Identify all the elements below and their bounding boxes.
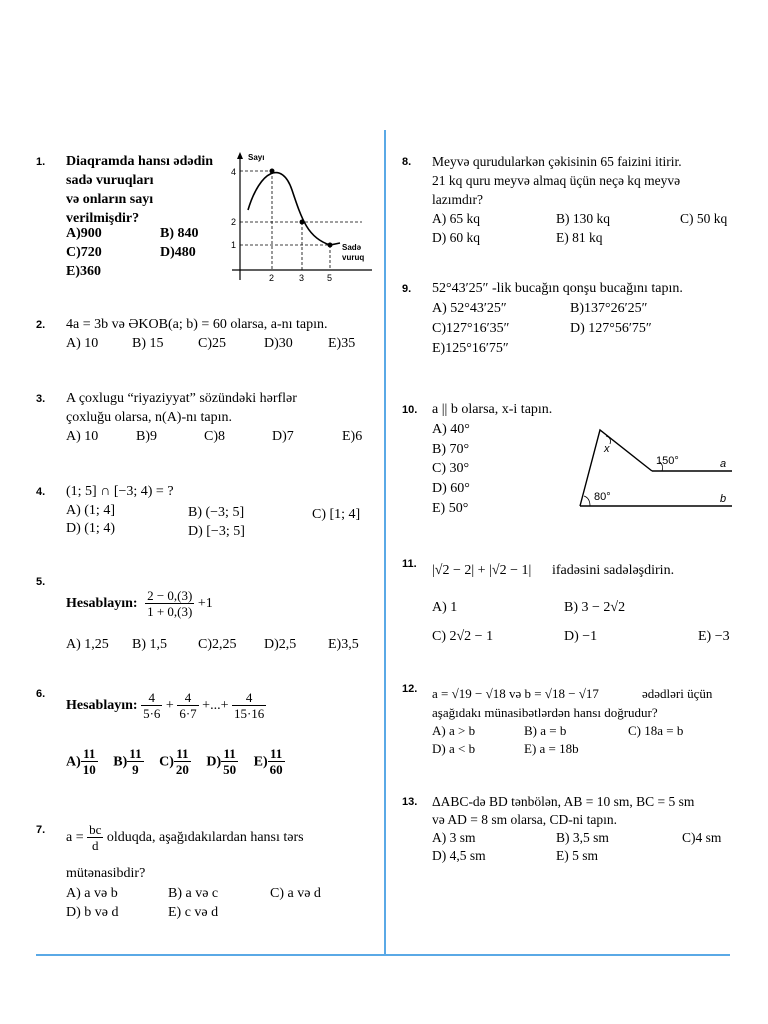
question-text: verilmişdir?	[66, 211, 140, 226]
question-text: aşağıdakı münasibətlərdən hansı doğrudur?	[432, 705, 658, 720]
question-number: 9.	[402, 283, 412, 295]
answer-option-b[interactable]: B) 3 − 2√2	[564, 600, 626, 615]
question-number: 11.	[402, 558, 417, 570]
graph-xtick-3: 3	[299, 273, 305, 283]
answer-option-d[interactable]: D) 127°56′75″	[570, 321, 652, 336]
answer-option-e[interactable]: E) a = 18b	[524, 741, 579, 756]
answer-option-d[interactable]: D) b və d	[66, 905, 119, 920]
fraction-numerator: 4	[177, 690, 198, 706]
answer-option-b[interactable]: B) 70°	[432, 442, 470, 457]
answer-option-d[interactable]: D) 4,5 sm	[432, 848, 486, 863]
question-number: 1.	[36, 156, 46, 168]
fraction-denominator: 6·7	[179, 706, 197, 721]
answer-option-c[interactable]: C) [1; 4]	[312, 507, 361, 522]
fraction-denominator: 5·6	[143, 706, 161, 721]
question-number: 4.	[36, 486, 46, 498]
answer-option-c[interactable]: C) 18a = b	[628, 723, 684, 738]
answer-option-e[interactable]: E) 81 kq	[556, 230, 603, 245]
question-number: 5.	[36, 576, 46, 588]
question-number: 8.	[402, 156, 412, 168]
question-number: 2.	[36, 319, 46, 331]
answer-option-a[interactable]: A) 65 kq	[432, 211, 480, 226]
question-expression: a = √19 − √18 və b = √18 − √17	[432, 686, 599, 701]
answer-option-a[interactable]: A) 40°	[432, 422, 470, 437]
fraction-numerator: 2 − 0,(3)	[147, 588, 193, 603]
question-text: A çoxlugu “riyaziyyat” sözündəki hərflər	[66, 391, 297, 406]
answer-option-e[interactable]: E) 5 sm	[556, 848, 598, 863]
answer-option-b[interactable]: B) 130 kq	[556, 211, 610, 226]
column-divider	[384, 130, 386, 956]
bottom-rule	[36, 954, 730, 956]
question-expression: |√2 − 2| + |√2 − 1|	[432, 563, 532, 578]
question-text: mütənasibdir?	[66, 866, 146, 881]
answer-option-c[interactable]: C) a və d	[270, 886, 321, 901]
answer-option-e[interactable]: E) $\frac{11}{60}$	[253, 746, 283, 777]
answer-option-d[interactable]: D) −1	[564, 629, 598, 644]
answer-option-d[interactable]: D)7	[272, 429, 294, 444]
question-number: 12.	[402, 683, 418, 695]
question-text: və AD = 8 sm olarsa, CD-ni tapın.	[432, 812, 617, 827]
answer-option-d[interactable]: D) 60°	[432, 481, 470, 496]
graph-xlabel: Sadə	[342, 243, 362, 252]
answer-option-d[interactable]: D) a < b	[432, 741, 476, 756]
question-text: Meyvə qurudularkən çəkisinin 65 faizini itirir.	[432, 154, 682, 169]
question-text: a || b olarsa, x-i tapın.	[432, 402, 553, 417]
question-text: olduqda, aşağıdakılardan hansı tərs	[106, 830, 304, 845]
ellipsis: +...+	[202, 698, 229, 713]
graph-ytick-4: 4	[231, 167, 237, 177]
answer-option-e[interactable]: E)3,5	[328, 637, 359, 652]
answer-option-d[interactable]: D) (1; 4)	[66, 521, 115, 536]
question-text: 4a = 3b və ƏKOB(a; b) = 60 olarsa, a-nı tapın.	[66, 317, 328, 332]
graph-ytick-2: 2	[231, 217, 237, 227]
fraction-numerator: 4	[232, 690, 266, 706]
answer-option-c[interactable]: C) 30°	[432, 461, 470, 476]
answer-option-b[interactable]: B) 15	[132, 336, 164, 351]
plus-one: +1	[197, 596, 213, 611]
answer-option-b[interactable]: B) a = b	[524, 723, 567, 738]
fraction-numerator: 4	[141, 690, 162, 706]
answer-option-b[interactable]: B)137°26′25″	[570, 301, 648, 316]
answer-option-a[interactable]: A) 3 sm	[432, 830, 476, 845]
answer-option-a[interactable]: A) (1; 4]	[66, 503, 115, 518]
question-text: Hesablayın:	[66, 596, 138, 611]
question-text: (1; 5] ∩ [−3; 4) = ?	[66, 484, 174, 499]
answer-option-e[interactable]: D) [−3; 5]	[188, 524, 245, 539]
answer-option-d[interactable]: D) $\frac{11}{50}$	[206, 746, 237, 777]
question-number: 13.	[402, 796, 418, 808]
equation-lhs: a =	[66, 830, 84, 845]
fraction-numerator: bc	[89, 822, 102, 837]
answer-option-c[interactable]: C)127°16′35″	[432, 321, 510, 336]
question-text: və onların sayı	[66, 192, 154, 207]
answer-option-c[interactable]: C)25	[198, 336, 226, 351]
line-b-label: b	[720, 493, 727, 505]
answer-option-a[interactable]: A) 52°43′25″	[432, 301, 507, 316]
question-number: 7.	[36, 824, 46, 836]
fraction	[232, 690, 266, 721]
graph-ylabel: Sayı	[248, 153, 265, 162]
answer-option-c[interactable]: C) $\frac{11}{20}$	[159, 746, 189, 777]
answer-option-c[interactable]: C) 50 kq	[680, 211, 728, 226]
fraction-denominator: d	[92, 838, 99, 853]
answer-option-b[interactable]: B) 840	[160, 226, 199, 241]
question-text: ədədləri üçün	[642, 686, 713, 701]
answer-option-e[interactable]: E)125°16′75″	[432, 341, 509, 356]
answer-option-a[interactable]: A) 10	[66, 429, 99, 444]
question-text: 52°43′25″ -lik bucağın qonşu bucağını tapın.	[432, 281, 683, 296]
angle-150-label: 150°	[656, 455, 679, 467]
answer-option-c[interactable]: C)720	[66, 245, 102, 260]
answer-option-d[interactable]: D)30	[264, 336, 293, 351]
question-text: Hesablayın:	[66, 698, 138, 713]
answer-option-b[interactable]: B)9	[136, 429, 157, 444]
question-number: 10.	[402, 404, 418, 416]
question-text: 21 kq quru meyvə almaq üçün neçə kq meyvə	[432, 173, 681, 188]
question-text: lazımdır?	[432, 192, 483, 207]
parallel-lines-figure	[576, 424, 736, 516]
answer-option-b[interactable]: B) $\frac{11}{9}$	[113, 746, 142, 777]
answer-option-e[interactable]: E)360	[66, 264, 101, 279]
prime-factor-graph	[222, 150, 380, 288]
fraction-denominator: 1 + 0,(3)	[147, 604, 193, 619]
fraction-denominator: 15·16	[233, 706, 265, 721]
question-text: ifadəsini sadələşdirin.	[552, 563, 675, 578]
answer-option-b[interactable]: B) 3,5 sm	[556, 830, 609, 845]
fraction	[141, 690, 162, 721]
answer-option-d[interactable]: D) 60 kq	[432, 230, 480, 245]
question-text: sadə vuruqları	[66, 173, 154, 188]
line-a-label: a	[720, 458, 727, 470]
fraction	[177, 690, 198, 721]
answer-option-a[interactable]: A) 1	[432, 600, 458, 615]
question-text: ΔABC-də BD tənbölən, AB = 10 sm, BC = 5 sm	[432, 794, 695, 809]
graph-xlabel: vuruq	[342, 253, 365, 262]
answer-option-a[interactable]: A) 1,25	[66, 637, 109, 652]
graph-xtick-2: 2	[269, 273, 275, 283]
answer-option-a[interactable]: A) 10	[66, 336, 99, 351]
question-text: Diaqramda hansı ədədin	[66, 154, 214, 169]
answer-option-d[interactable]: D)2,5	[264, 637, 297, 652]
answer-option-a[interactable]: A)900	[66, 226, 102, 241]
angle-80-label: 80°	[594, 491, 611, 503]
answer-option-c[interactable]: C)2,25	[198, 637, 237, 652]
fraction	[87, 822, 103, 853]
answer-option-d[interactable]: D)480	[160, 245, 196, 260]
answer-option-a[interactable]: A) a > b	[432, 723, 476, 738]
fraction	[145, 588, 194, 619]
graph-xtick-5: 5	[327, 273, 333, 283]
answer-option-b[interactable]: B) (−3; 5]	[188, 505, 245, 520]
answer-option-b[interactable]: B) a və c	[168, 886, 219, 901]
answer-option-b[interactable]: B) 1,5	[132, 637, 167, 652]
question-text: çoxluğu olarsa, n(A)-nı tapın.	[66, 410, 233, 425]
answer-option-c[interactable]: C) 2√2 − 1	[432, 629, 494, 644]
answer-option-e[interactable]: E) 50°	[432, 501, 469, 516]
graph-ytick-1: 1	[231, 240, 237, 250]
answer-option-c[interactable]: C)4 sm	[682, 830, 722, 845]
answer-option-e[interactable]: E) −3	[698, 629, 730, 644]
question-number: 6.	[36, 688, 46, 700]
answer-option-e[interactable]: E) c və d	[168, 905, 219, 920]
angle-x-label: x	[604, 443, 610, 455]
answer-option-a[interactable]: A) a və b	[66, 886, 118, 901]
answer-option-c[interactable]: C)8	[204, 429, 225, 444]
question-number: 3.	[36, 393, 46, 405]
answer-option-e[interactable]: E)35	[328, 336, 356, 351]
answer-option-e[interactable]: E)6	[342, 429, 363, 444]
answer-option-a[interactable]: A) $\frac{11}{10}$	[66, 746, 96, 777]
